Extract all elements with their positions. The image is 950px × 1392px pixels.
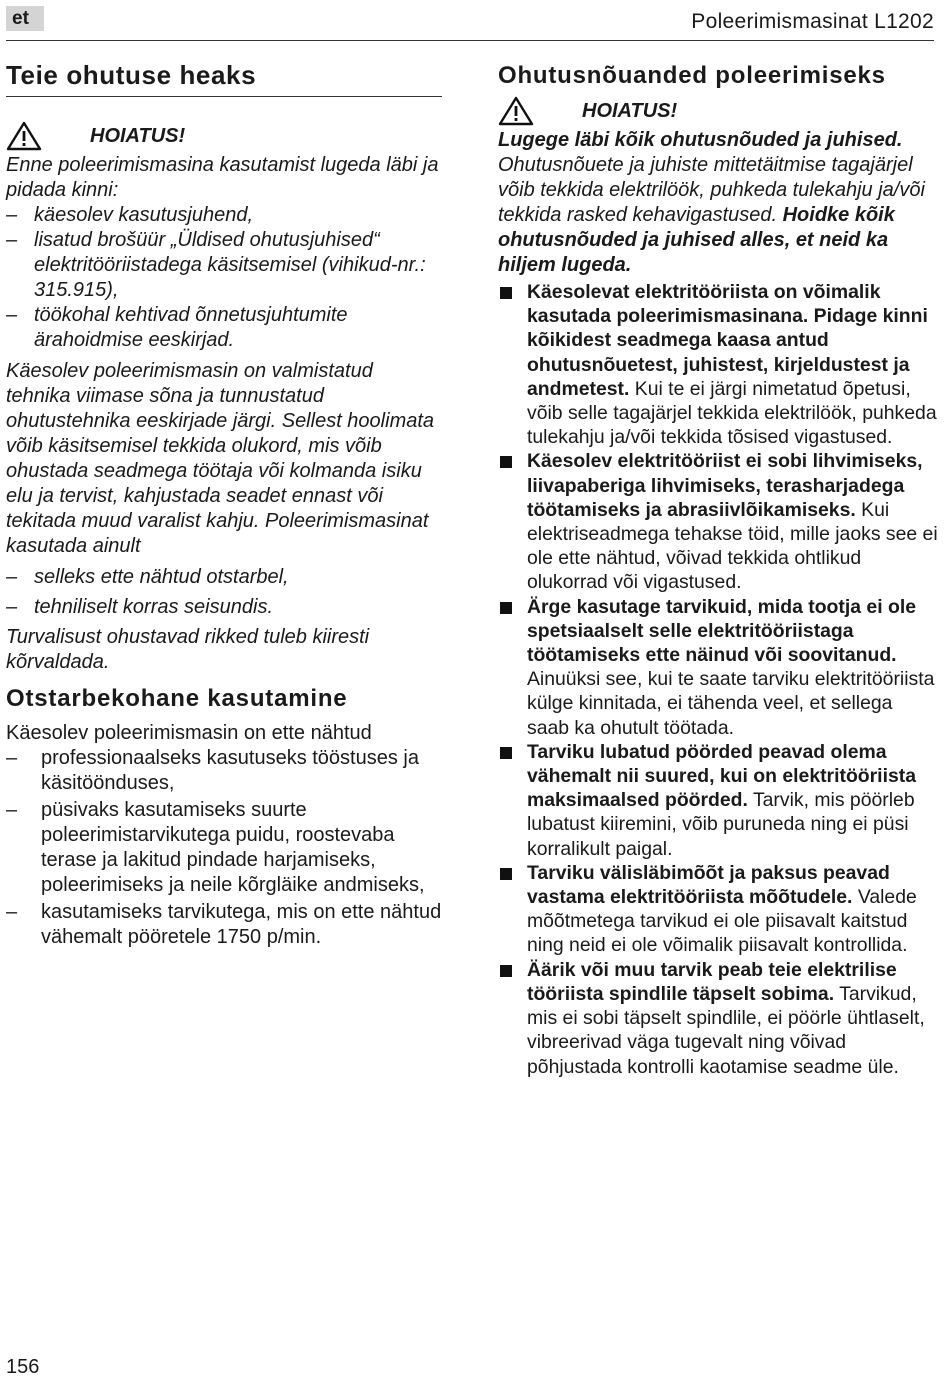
left-title-block <box>6 60 442 97</box>
warning-bold-lead: Lugege läbi kõik ohutusnõuded ja juhised. <box>498 129 903 151</box>
safety-paragraph: Käesolev poleerimismasin on valmistatud tehnika viimase sõna ja tunnustatud ohutustehnika eeskirjade järgi. Sellest hoolimata võib käsitsemisel tekkida olukord, mis võib ohustada seadmega töötaja või kolmanda isiku elu ja tervist, kahjustada seadet ennast või tekitada muud varalist kahju. Poleerimismasinat kasutada ainult <box>6 360 435 557</box>
list-item <box>498 958 938 1079</box>
document-title: Poleerimismasinat L1202 <box>691 10 934 33</box>
list-item: – kasutamiseks tarvikutega, mis on ette nähtud vähemalt pööretele 1750 p/min. <box>6 900 442 950</box>
page-number: 156 <box>6 1356 40 1378</box>
warning-row <box>498 96 938 126</box>
intended-use-intro: Käesolev poleerimismasin on ette nähtud <box>6 722 372 744</box>
read-intro: Enne poleerimismasina kasutamist lugeda läbi ja pidada kinni: <box>6 154 439 201</box>
square-bullet-icon <box>500 747 512 759</box>
bullet-bold: Käesolev elektritööriist ei sobi lihvimiseks, liivapaberiga lihvimiseks, terasharjadega töötamiseks ja abrasiivlõikamiseks. <box>527 450 923 521</box>
warning-paragraph <box>498 128 938 278</box>
left-column <box>6 56 442 950</box>
square-bullet-icon <box>500 965 512 977</box>
list-item: – tehniliselt korras seisundis. <box>6 595 442 620</box>
bullet-bold: Tarviku välisläbimõõt ja paksus peavad vastama elektritööriista mõõtudele. <box>527 861 890 909</box>
bullet-bold: Tarviku lubatud pöörded peavad olema vähemalt nii suured, kui on elektritööriista maksimaalsed pöörded. <box>527 740 916 812</box>
warning-row <box>6 121 442 151</box>
warning-text: Ohutusnõuete ja juhiste mittetäitmise tagajärjel võib tekkida elektrilöök, puhkeda tulekahju ja/või tekkida rasked kehavigastused. <box>498 154 925 226</box>
header-divider <box>6 40 934 41</box>
list-item <box>498 595 938 740</box>
list-item <box>498 740 938 861</box>
list-item <box>498 449 938 594</box>
safety-title: Teie ohutuse heaks <box>6 60 257 90</box>
square-bullet-icon <box>500 602 512 614</box>
bullet-text: Kui te ei järgi nimetatud õpetusi, võib selle tagajärjel tekkida elektrilöök, puhkeda tulekahju ja/või tekkida tõsised vigastused. <box>527 377 937 449</box>
bullet-text: Kui elektriseadmega tehakse töid, mille jaoks see ei ole ette nähtud, võivad tekkida ohtlikud olukorrad või vigastused. <box>527 498 938 594</box>
polishing-safety-title: Ohutusnõuanded poleerimiseks <box>498 62 886 89</box>
warning-triangle-icon <box>498 96 534 126</box>
warning-label: HOIATUS! <box>582 99 678 122</box>
bullet-text: Valede mõõtmetega tarvikud ei ole piisavalt kaitstud ning neid ei ole võimalik piisavalt kontrollida. <box>527 886 917 957</box>
bullet-text: Tarvik, mis pöörleb lubatust kiiremini, võib puruneda ning ei püsi korralikult paigal. <box>527 789 915 860</box>
intended-use-list <box>6 746 442 950</box>
list-item: – püsivaks kasutamiseks suurte poleerimistarvikutega puidu, roostevaba terase ja lakitud pindade harjamiseks, poleerimiseks ja neile kõrgläike andmiseks, <box>6 798 442 898</box>
warning-label: HOIATUS! <box>90 124 186 147</box>
language-tag: et <box>6 6 44 31</box>
list-item: – professionaalseks kasutuseks tööstuses ja käsitöönduses, <box>6 746 442 796</box>
bullet-text: Ainuüksi see, kui te saate tarviku elektritööriista külge kinnitada, ei tähenda veel, et sellega saab ka ohutult töötada. <box>527 668 935 739</box>
list-item <box>498 861 938 958</box>
bullet-bold: Ärge kasutage tarvikuid, mida tootja ei ole spetsiaalselt selle elektritööriistaga töötamiseks ette näinud või soovitanud. <box>527 595 916 667</box>
bullet-bold: Käesolevat elektritööriista on võimalik kasutada poleerimismasinana. Pidage kinni kõikidest seadmega kaasa antud ohutusnõuetest, juhistest, kirjeldustest ja andmetest. <box>527 281 928 400</box>
list-item: – töökohal kehtivad õnnetusjuhtumite ärahoidmise eeskirjad. <box>6 303 442 353</box>
bullet-bold: Äärik või muu tarvik peab teie elektrilise tööriista spindlile täpselt sobima. <box>527 958 897 1005</box>
list-item <box>498 280 938 449</box>
warning-bold-tail: Hoidke kõik ohutusnõuded ja juhised alles, et neid ka hiljem lugeda. <box>498 204 895 276</box>
right-column <box>498 56 938 1079</box>
list-item: – käesolev kasutusjuhend, <box>6 203 442 228</box>
bullet-text: Tarvikud, mis ei sobi täpselt spindlile, ei pöörle ühtlaselt, vibreerivad väga tugevalt ning võivad põhjustada kontrolli kaotamise seadme üle. <box>527 982 925 1078</box>
use-list <box>6 565 442 620</box>
safety-bullet-list <box>498 280 938 1079</box>
square-bullet-icon <box>500 868 512 880</box>
list-item: – selleks ette nähtud otstarbel, <box>6 565 442 590</box>
square-bullet-icon <box>500 456 512 468</box>
intended-use-title: Otstarbekohane kasutamine <box>6 685 348 712</box>
read-list <box>6 203 442 353</box>
square-bullet-icon <box>500 287 512 299</box>
faults-paragraph: Turvalisust ohustavad rikked tuleb kiiresti kõrvaldada. <box>6 626 370 673</box>
list-item: – lisatud brošüür „Üldised ohutusjuhised“ elektritööriistadega käsitsemisel (vihikud-nr.: 315.915), <box>6 228 442 303</box>
warning-triangle-icon <box>6 121 42 151</box>
